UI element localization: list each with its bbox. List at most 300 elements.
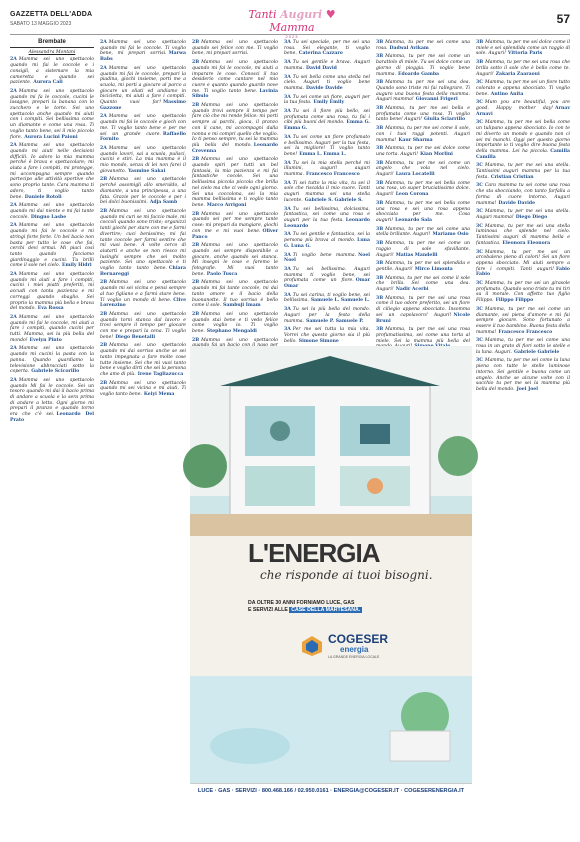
message-signature: Sambuji Imam <box>223 303 261 309</box>
message-item <box>376 201 470 224</box>
class-label: 3B <box>476 40 484 45</box>
message-signature: Fabio Fabio <box>476 266 570 278</box>
message-item <box>284 181 370 204</box>
message-item <box>10 89 94 140</box>
class-label: 2B <box>100 208 108 214</box>
message-text: Mamma sei uno spettacolo quando mi aiuti a fare i compiti, cucini i miei piatti preferiti, mi accudi con tanta pazienza e mi correggi quando sbaglio. Sei proprio la mamma più bella e brava del mondo. <box>10 272 94 312</box>
message-text: Ti voglio bene mamma. <box>292 252 357 258</box>
class-label: 3A <box>284 292 291 298</box>
message-signature: Camilla Camilla <box>476 148 570 160</box>
class-label: 3C <box>476 100 483 106</box>
message-item <box>192 312 278 335</box>
message-signature: Emma L. Emma L. <box>299 151 347 157</box>
message-signature: Aurora Cali <box>33 80 63 86</box>
class-label: 3C <box>476 249 483 255</box>
class-label: 3B <box>376 275 384 281</box>
ad-body <box>248 600 448 614</box>
class-label: 2A <box>10 346 17 352</box>
message-item <box>284 207 370 230</box>
message-item <box>10 223 94 269</box>
class-label: 2B <box>192 243 200 249</box>
class-label: 2A <box>10 143 17 149</box>
message-signature: Francesco Francesco <box>306 172 360 178</box>
message-text: Mamma sei uno spettacolo quando mi fai tante coccole, mi dai tanto amore e il bacio della buonanotte. Il tuo sorriso è bello come il sole. <box>192 280 278 309</box>
message-text: Mamma, tu per me sei dolce come il miele e sei splendida come un raggio di sole. Auguri! <box>476 40 570 57</box>
message-item <box>476 60 570 77</box>
class-label: 2B <box>192 337 200 343</box>
message-signature: Leon Corona <box>395 192 429 198</box>
class-label: 2A <box>100 65 107 71</box>
message-item <box>284 135 370 158</box>
message-text: Mamma sei uno spettacolo quando trovi sempre il tempo per fare ciò che mi rende felice: mi porti sempre ai parchi, gioca, il pranzo con il cane, mi accompagni dalla nonna e mi compri quello che voglio. Io ti penso sempre, tu sei la mamma più bella del mondo. <box>192 103 278 148</box>
class-label: 2A <box>10 314 17 320</box>
message-item <box>376 241 470 258</box>
class-label: 2A <box>10 377 17 383</box>
message-item <box>10 346 94 375</box>
message-item <box>476 281 570 304</box>
message-signature: Kaur Sharma <box>398 137 433 143</box>
message-signature: Zakaria Zaaraoui <box>495 71 540 77</box>
message-text: Mamma, tu per me sei bella e profumata come una rosa. Ti voglio tanto bene! Auguri! <box>376 106 470 123</box>
message-item <box>100 114 186 143</box>
message-item <box>192 103 278 154</box>
message-item <box>284 267 370 290</box>
message-text: Mamma, tu per me sei un arcobaleno pieno di colori! Sei un fiore appena sbocciato. Mi aiuti sempre a fare i compiti. Tanti auguri! <box>476 249 570 272</box>
column-6 <box>476 40 570 520</box>
class-label: 3C <box>476 120 483 126</box>
class-label: 3B <box>376 200 384 206</box>
heart-icon: ♥ <box>325 8 336 21</box>
class-label: 2B <box>192 157 200 163</box>
message-signature: Daniele Rotoli <box>24 194 62 200</box>
message-text: Mamma sei uno spettacolo quando sei sempre disponibile a giocare, anche quando sei stanca. Mi insegni le cose e faremo le fotografie. Mi vuoi tanto bene. <box>192 243 278 277</box>
message-item <box>192 40 278 57</box>
message-signature: Gabriele Gabriele <box>514 349 560 355</box>
message-text: Mamma, tu per me sei una rosa profumatissima, sei come una torta al miele. Sei la mamma più bella del <box>376 327 470 344</box>
class-label: 2B <box>100 177 108 183</box>
message-text: Mamma, tu per me sei come un angelo che vola nel cielo. Auguri! <box>376 160 470 178</box>
class-label: 2B <box>192 280 200 286</box>
message-text: Mamma, tu per me sei come un raggio di sole sfavillante. Auguri! <box>376 241 470 258</box>
class-label: 3B <box>476 60 484 66</box>
brand-tagline: LA GRANDE ENERGIA LOCALE <box>328 655 380 659</box>
message-item <box>376 227 470 238</box>
message-text: Tu sei bella come una stella nel cielo. Auguri ti voglio bene mamma. <box>284 74 370 91</box>
message-item <box>284 40 370 57</box>
class-label: 3C <box>476 338 483 344</box>
message-text: Mamma sei uno spettacolo quando mi dai sorriso anche se sei tanto impegnata a fare molte cose tutte insieme. Sei che mi vuoi tanto bene e voglio dirti che sei la persona che amo di più. <box>100 343 186 377</box>
message-item <box>192 243 278 277</box>
message-text: Mamma sei uno spettacolo quando spiri per tutti un bel fantasia, la mia pazienza e mi fai fantastiche cocole. Sei una bellissima piccola piccola che brilla nel cielo ma che ci vede ogni giorno. Sei una coccolona, sei la mia mamma bellissima e ti voglio tanto bene. <box>192 157 278 208</box>
message-item <box>476 40 570 57</box>
message-signature: Leonardo Del Prato <box>10 412 95 423</box>
brand-sub: energia <box>340 645 369 654</box>
class-label: 3A <box>284 232 291 238</box>
message-item <box>10 378 94 424</box>
message-list <box>100 40 186 398</box>
message-signature: Emma G. Emma G. <box>284 120 370 132</box>
message-signature: Oliver Panco <box>192 228 278 240</box>
message-text: Mamma sei uno spettacolo quando mi fai le coccole, mi aiuti a imparare le cose. Conosci il tuo desiderio come cantare nel mio cuore e quanto quando guardo nove me. Ti voglio tanto bene. <box>192 60 278 94</box>
message-item <box>476 358 570 392</box>
message-signature: Simone Simone <box>298 338 339 344</box>
message-text: Mamma, tu per me sei un fiore tutto colorato e appena sbocciato. Ti voglio bene. <box>476 80 570 97</box>
message-signature: Emily Emily <box>313 100 345 106</box>
class-label: 3C <box>476 358 483 364</box>
class-label: 2B <box>192 103 200 109</box>
class-label: 3B <box>376 146 384 152</box>
message-item <box>284 95 370 106</box>
message-text: Tu sei carina, ti voglio bene, sei bellissima. <box>284 292 370 304</box>
message-text: Mamma, tu per me sei come il sole, con i tuoi raggi potenti. Auguri mamma! <box>376 126 470 143</box>
class-label: 3B <box>376 160 384 166</box>
message-item <box>10 57 94 86</box>
message-text: Mamma, tu per me sei come la luna piena con tutte le stelle luminose intorno. Sei gentile e buona come un angelo. Anche se alcune volte con il sacchio tu per me sei la mamma più bella del mondo. <box>476 358 570 392</box>
logo-tanti: Tanti <box>248 8 277 21</box>
message-signature: Edoardo Gamba <box>398 71 440 77</box>
class-label: 3C <box>476 209 483 215</box>
message-signature: Noel Noel <box>284 252 370 264</box>
message-signature: Nadir Acerbi <box>395 287 429 293</box>
message-text: Mamma, tu per me sei bella come un tulipano appena sbocciato. Io con te mi diverto un mondo e quando non ci sei mi manchi. Oggi per questo giorno importante io ti voglio dire buona festa della mamma. Lei ha piccola. <box>476 120 570 154</box>
message-text: Tu sei gentile e brava. Auguri mamma. <box>284 60 370 71</box>
message-item <box>476 307 570 336</box>
class-label: 2B <box>192 311 200 317</box>
message-item <box>284 307 370 324</box>
class-label: 2B <box>192 211 200 217</box>
class-label: 3A <box>284 134 291 140</box>
class-label: 2A <box>10 272 17 278</box>
logo-auguri: Auguri <box>280 8 323 21</box>
message-signature: David David <box>306 65 337 71</box>
message-signature: Joel Joel <box>516 386 538 392</box>
message-signature: Omar Omar <box>284 278 370 290</box>
message-item <box>376 146 470 157</box>
class-label: 2B <box>100 343 108 349</box>
message-item <box>100 280 186 309</box>
message-item <box>100 66 186 112</box>
page-header <box>10 8 570 39</box>
brand-name: COGESER <box>328 632 389 646</box>
message-item <box>476 80 570 97</box>
message-signature: Adja Samb <box>149 200 178 206</box>
message-signature: Emily Hidri <box>62 263 92 269</box>
class-label: 3B <box>376 54 384 60</box>
class-label: 3A <box>284 74 291 80</box>
class-label: 3A <box>284 180 291 186</box>
issue-date: SABATO 13 MAGGIO 2023 <box>10 21 72 27</box>
class-label: 2A <box>10 57 17 63</box>
column-1 <box>10 40 94 494</box>
message-item <box>284 60 370 71</box>
class-label: 2B <box>100 311 108 317</box>
message-item <box>10 143 94 200</box>
class-label: 3C <box>476 80 483 86</box>
message-signature: Luna G. Luna G. <box>284 238 370 249</box>
message-text: Mamma, tu per me sei una stella luminosa che splende nel cielo. Tantissimi auguri di mamma bella e fantastica. <box>476 223 570 246</box>
message-item <box>376 106 470 123</box>
message-text: Mamma, tu per me sei un girasole profumato. Quando sono triste tu mi tiri su il morale. Con affetto tuo figlio Filippo. <box>476 281 570 304</box>
message-item <box>284 161 370 178</box>
message-item <box>476 100 570 117</box>
message-signature: Yasmine Sakai <box>128 168 166 174</box>
message-item <box>476 183 570 206</box>
message-item <box>476 209 570 220</box>
class-label: 3A <box>284 206 291 212</box>
message-signature: Paolo Tusca <box>206 271 238 277</box>
class-label: 2A <box>10 88 17 94</box>
class-label: 3B <box>376 295 384 301</box>
message-signature: Filippo Filippo <box>495 298 534 304</box>
message-text: Mamma sei uno spettacolo quando mi fai le coccole, mi aiuti a fare i compiti, quando cucini per tutti. Mamma, sei la più bella del mondo! <box>10 314 94 343</box>
class-label: 3B <box>376 40 384 45</box>
message-text: Cara mamma tu sei come una rosa che sta sbocciando, con tanto farfalla a forma di cuore intorno. Auguri mamma! <box>476 183 570 206</box>
message-signature: Nicole Bruni <box>376 312 470 324</box>
message-signature: Leonardo Crevenna <box>192 142 278 154</box>
message-item <box>376 126 470 143</box>
ad-tagline: che risponde ai tuoi bisogni. <box>260 568 433 582</box>
message-item <box>100 312 186 341</box>
class-label: 3B <box>376 261 384 267</box>
message-signature: Giovanni Frigeri <box>415 97 458 103</box>
message-signature: Francesco Francesco <box>498 329 553 335</box>
message-item <box>376 181 470 198</box>
class-label: 2A <box>100 40 107 45</box>
message-item <box>376 54 470 77</box>
message-text: Mamma sei uno spettacolo quando mi sei vicina e pensi sempre al tuo figliano e a farmi stare bene. Ti voglio un mondo di bene. <box>100 280 186 303</box>
class-label: 3B <box>376 226 384 232</box>
message-signature: Leonardo Leonardo <box>284 217 370 229</box>
message-item <box>376 276 470 293</box>
message-text: Mamma, tu per me sei una rosa che brilla sotto il sole che è bello come te. Auguri! <box>476 60 570 77</box>
message-item <box>376 40 470 51</box>
message-signature: Mariamo Osio <box>432 232 469 238</box>
message-text: Tu sei la più bella del mondo. Auguri per la festa della mamma. <box>284 307 370 324</box>
message-item <box>192 60 278 100</box>
message-text: Tu sei bellissima. Auguri mamma ti voglio bene, sei profumata come un fiore. <box>284 266 370 284</box>
message-text: Tu sei come un fiore profumato e bellissimo. Auguri per la tua festa, sei la migliore! Ti voglio tanto bene! <box>284 134 370 157</box>
class-label: 3A <box>284 327 291 333</box>
message-item <box>100 209 186 277</box>
message-list <box>10 57 94 423</box>
message-signature: Keiyi Mema <box>143 392 175 398</box>
column-2 <box>100 40 186 492</box>
class-label: 2A <box>100 114 107 120</box>
class-label: 3A <box>284 94 291 100</box>
cogeser-advertisement <box>190 346 472 798</box>
class-label: 3B <box>376 80 384 86</box>
message-text: Mamma, tu per me sei bella come una rosa, un super bruciatissimo dolce. Auguri! <box>376 180 470 198</box>
message-item <box>284 293 370 304</box>
message-list <box>376 40 470 370</box>
class-label: 3B <box>376 327 384 333</box>
message-text: Mamma sei uno spettacolo quando mi fai le coccole, prepari la piadina, giochi insieme, porti me a scuola, mi porti a giocare al parco a giocare un oliati ed andiamo in bicicletta, mi aiuti a fare i compiti. Quanto vuoi far! <box>100 65 186 106</box>
message-text: Mamma, tu per me sei una stella. Tantissimi auguri mamma per la tua festa. <box>476 163 570 180</box>
message-text: Mamma sei uno spettacolo quando mi fai le coccole. Ti voglio bene, mi prepari sorrisi. <box>100 40 186 57</box>
festa-mamma-logo <box>232 8 352 39</box>
class-label: 2B <box>192 40 200 45</box>
message-signature: Vittoria Paris <box>507 51 543 57</box>
class-label: 2B <box>100 280 108 286</box>
message-signature: Cristian Cristian <box>490 174 534 180</box>
message-signature: Matias Mandelli <box>395 252 438 258</box>
message-text: Mamma, tu per me sei una rosa come il tuo odore preferito, sei un fiore di ciliegio appena sbocciato. Insomma sei un capolavoro! Auguri! <box>376 295 470 318</box>
message-text: Tu sei gentile e fantastica, sei la persona più brava al mondo. <box>284 232 370 244</box>
message-text: Mamma sei uno spettacolo perché assomigli allo smeraldo, al diamante, a una principessa, a una fata. Grazie per le coccole e per i bei dolci buonissimi. <box>100 177 186 206</box>
message-item <box>476 120 570 160</box>
message-text: Mamma sei uno spettacolo quando mi sei vicina e mi aiuti. Ti voglio tanto bene. <box>100 380 186 398</box>
message-signature: Clive Lorenzino <box>100 297 186 309</box>
class-label: 3A <box>284 40 291 45</box>
message-signature: Leonardo Sala <box>395 217 432 223</box>
message-item <box>476 338 570 355</box>
section-subtitle-name: Alessandra Montani <box>28 49 76 55</box>
message-text: Mamma sei uno spettacolo quando torni stanca dal lavoro e trovi sempre il tempo per giocare con me e prepari la cena. Ti voglio bene! <box>100 311 186 340</box>
class-label: 3B <box>376 241 384 247</box>
class-label: 3C <box>476 183 483 189</box>
message-item <box>476 163 570 180</box>
message-signature: Marwa Babs <box>100 51 186 63</box>
class-label: 3B <box>376 126 384 132</box>
message-item <box>192 157 278 208</box>
message-item <box>100 146 186 175</box>
message-signature: Arnav Arnavi <box>476 106 570 117</box>
message-text: Mamma, tu per me sei dolce come una torta. Auguri! <box>376 146 470 157</box>
message-item <box>284 253 370 264</box>
message-text: Mamma tu per me sei una dea. Quando sono triste mi fai rallegrare. Ti auguro una buona festa della mamma. Auguri mamma! <box>376 80 470 103</box>
message-signature: Samuele P. Samuele P. <box>306 318 364 324</box>
message-item <box>10 272 94 312</box>
message-text: Mamma sei uno spettacolo quando stai bene e ti vedo felice come voglio io. Ti voglio bene. <box>192 311 278 335</box>
class-label: 3C <box>476 223 483 229</box>
message-signature: Irene Tagliazucca <box>137 371 184 377</box>
message-item <box>376 261 470 272</box>
message-text: Mamma sei uno spettacolo quando mi fa le coccole, cucini le lasagne, prepari la banana con lo zucchero e le torte. Sei uno spettacolo anche quando mi aiuti con i compiti. Sei bellissima come un diamante e come una rosa. Ti voglio tanto bene, sei il mio piccolo fiore. <box>10 88 94 140</box>
cogeser-logo-icon <box>300 634 324 658</box>
message-signature: Diego Benetalli <box>115 334 156 340</box>
message-signature: Diego Diego <box>515 214 548 220</box>
message-text: Mamma, tu per me sei come un diamante, sei piena d'amore e mi fai sempre giocare. Sono fortunato a essere il tuo bambino. Buona festa della mamma! <box>476 306 570 335</box>
class-label: 2A <box>100 145 107 151</box>
message-list <box>476 40 570 393</box>
class-label: 2B <box>100 380 108 386</box>
message-item <box>284 327 370 344</box>
class-label: 3A <box>284 266 291 272</box>
column-4 <box>284 40 370 384</box>
message-signature: Antino Anita <box>490 91 524 97</box>
message-signature: Lavinia Sibulo <box>192 88 278 100</box>
column-3 <box>192 40 278 384</box>
class-label: 3C <box>476 306 483 312</box>
page-number: 57 <box>556 12 570 26</box>
message-signature: Dinguo Lasbe <box>30 214 67 220</box>
message-text: Mamma sei uno spettacolo quando Mi fai le coccole. Sei un tesoro quando mi dai il bacio prima di andare a scuola e la sera prima di andare a letto. Ogni giorno mi prepari il pranzo e quando torno era che c'è sei. <box>10 377 94 418</box>
class-label: 3C <box>476 163 483 169</box>
cogeser-logo <box>300 632 400 662</box>
message-item <box>376 296 470 325</box>
message-signature: Caterina Cazzaro <box>298 51 343 57</box>
message-signature: Eva Rossa <box>37 306 64 312</box>
message-item <box>376 161 470 178</box>
message-item <box>10 203 94 220</box>
message-signature: Davide Davide <box>498 200 536 206</box>
message-text: Mamma, tu per me sei come una rosa. <box>376 40 470 51</box>
message-item <box>284 75 370 92</box>
message-text: Mamma sei uno spettacolo quando mi aiuti nelle decisioni difficili. Io adoro la mia mamma perché è brava e spettacolare; mi aiuta a fare i compiti, mi protegge, mi accompagna sempre quando partecipo alle attività sportive che sono proprio tante. Cara mamma ti adoro, ti voglio tanto bene. <box>10 143 94 200</box>
message-signature: Giulia Sciarrillo <box>423 117 466 123</box>
class-label: 3A <box>284 252 291 258</box>
message-item <box>192 280 278 309</box>
message-text: Mamma, tu per me sei come una stella brillante. Auguri! <box>376 226 470 238</box>
message-signature: Mirco Limonta <box>414 266 453 272</box>
ad-headline: L'ENERGIA <box>248 538 380 568</box>
class-label: 3A <box>284 109 291 115</box>
message-item <box>100 40 186 63</box>
class-label: 3A <box>284 60 291 66</box>
message-signature: Stephano Mengaldi <box>206 329 257 335</box>
message-text: Per me sei tutta la mia vita. Vorrei che questo giorno sia il più bello. <box>284 327 370 344</box>
message-text: Mamma sei uno spettacolo quando mi fai le coccole e gioch con me. Ti voglio tanto bene e per me sei un grande cuore. <box>100 114 186 137</box>
message-signature: Dadwal Avikam <box>389 45 429 51</box>
message-text: Tu sei il fiore più bello, sei profumata come una rosa, tu fai i cibi più buoni del mondo. <box>284 109 370 126</box>
section-subtitle <box>10 50 94 56</box>
message-text: Mamma sei uno spettacolo quando mi curi se mi faccio male, mi coccoli quando sono triste; organizzi tanti giochi per stare con me e farmi divertire; cuci benissimo; mi fai tante coccole per farmi sentire che mi vuoi bene. A volte cerco di aiutarti e anche se non riesco mi lusinghi sempre che sei molto paziente. Sei uno spettacolo e ti voglio tanto tanto bene. <box>100 208 186 272</box>
message-text: Mamma sei uno spettacolo quando lavori, sai a scuola, pulisci, cucini e stiri. La mia mamma è il mio mondo, senza di lei non farei il giovanotto. <box>100 145 186 174</box>
message-item <box>100 343 186 377</box>
message-text: Mamma, tu per me sei come una rosa in un grato di fiori sotto le stelle e la luna. Auguri. <box>476 338 570 355</box>
class-label: 3A <box>284 160 291 166</box>
message-signature: Gabriele Scicorillo <box>31 369 80 375</box>
message-signature: Evelyn Pinto <box>29 337 62 343</box>
message-text: Tu sei la mia stella perché mi illumini, auguri! auguri mamma. <box>284 160 370 178</box>
newspaper-name: GAZZETTA DELL'ADDA <box>10 11 93 18</box>
message-text: Mamma, tu per me sei come un barattolo di miele. Tu sei dolce come un giorno di pioggia. Ti voglio bene mamma. <box>376 54 470 77</box>
message-item <box>100 177 186 206</box>
class-label: 3C <box>476 281 483 287</box>
message-signature: Gabriele S. Gabriele S. <box>304 197 363 203</box>
message-text: Tu sei bellissima, dolcissima, fantastica, sei come una rosa e auguri per la tua festa. <box>284 206 370 223</box>
section-title: Brembate <box>10 40 94 48</box>
message-signature: Eleonora Eleonora <box>502 240 551 246</box>
message-item <box>284 109 370 132</box>
message-text: Mamma sei uno spettacolo quando sei felice con me. Ti voglio bene, mi prepari sorrisi. <box>192 40 278 57</box>
ad-body-line1: DA OLTRE 30 ANNI FORNIAMO LUCE, GAS <box>248 600 355 606</box>
message-item <box>376 80 470 103</box>
message-text: Mum you are beautiful, you are good. Happy mother day! <box>476 100 570 112</box>
class-label: 3B <box>376 180 384 186</box>
message-signature: Marco Arrigoni <box>206 202 247 208</box>
message-signature: Laura Locatelli <box>395 172 435 178</box>
ad-contact-footer: LUCE · GAS · SERVIZI · 800.468.166 / 02.950.0161 · ENERGIA@COGESER.IT · COGESERENERGIA.IT <box>190 783 472 798</box>
message-text: Mamma sei uno spettacolo quando mi cucini la pasta con la panna. Quando guardiamo la televisione abbracciati sotto la coperta. <box>10 346 94 375</box>
message-text: Mamma sei uno spettacolo quando sei per me sempre tante cose: mi prepari da mangiare, giochi con me e mi vuoi bene. <box>192 211 278 234</box>
message-signature: Massimo Gazzone <box>100 100 186 111</box>
message-text: Mamma sei uno spettacolo quando mi fai le coccole e i consigli, a sistemare la mia cameretta e quando sei paziente. <box>10 57 94 86</box>
message-text: Mamma, tu per me sei una stella. Auguri mamma! <box>476 209 570 220</box>
ad-body-highlight: CASE DELLA MARTESANA. <box>291 607 361 613</box>
class-label: 2B <box>192 60 200 66</box>
message-item <box>192 212 278 241</box>
message-signature: Kian Morlini <box>420 151 453 157</box>
message-signature: Samuele L. Samuele L. <box>310 298 370 304</box>
message-item <box>476 224 570 247</box>
logo-mamma: Mamma <box>269 21 315 34</box>
message-text: Mamma, tu per me sei splendida e gentile. Auguri! <box>376 261 470 272</box>
message-text: Tu sei speciale, per me sei una rosa. Sei elegante, ti voglio bene. <box>284 40 370 57</box>
logo-year: 2023 <box>285 34 299 39</box>
message-text: Mamma, tu per me sei come il sole che brilla. Sei come una dea. Auguri! <box>376 275 470 293</box>
message-signature: Davide Davide <box>306 85 343 91</box>
